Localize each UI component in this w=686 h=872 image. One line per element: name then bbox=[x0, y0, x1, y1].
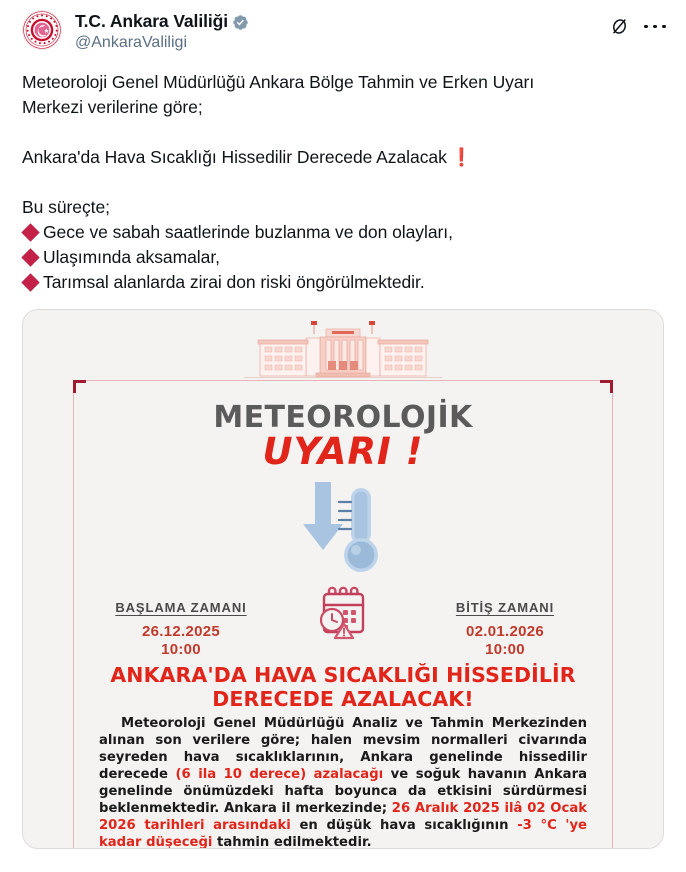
calendar-clock-warning-icon bbox=[312, 582, 374, 644]
author-name-block bbox=[75, 10, 249, 53]
tweet-line-2: Merkezi verilerine göre; bbox=[22, 97, 203, 117]
display-name[interactable]: T.C. Ankara Valiliği bbox=[75, 11, 228, 31]
bullet-label: Ulaşımında aksamalar, bbox=[43, 247, 220, 267]
end-time-date: 02.01.2026 bbox=[465, 623, 545, 640]
start-time-date: 26.12.2025 bbox=[141, 623, 221, 640]
building-illustration bbox=[41, 320, 645, 382]
diamond-bullet-icon bbox=[21, 223, 39, 241]
diamond-bullet-icon bbox=[21, 273, 39, 291]
bullet-label: Tarımsal alanlarda zirai don riski öngörülmektedir. bbox=[43, 272, 425, 292]
more-dot bbox=[653, 25, 657, 29]
body-segment-6-highlight: -3 °C 'ye kadar düşeceği bbox=[99, 818, 587, 849]
body-segment-3: ve soğuk havanın Ankara genelinde önümüzdeki hafta boyunca da etkisini sürdürmesi beklenmektedir. Ankara il merkezinde; bbox=[99, 767, 587, 816]
poster-headline-line2: DERECEDE AZALACAK! bbox=[212, 687, 474, 711]
turkish-government-seal-icon bbox=[23, 11, 61, 49]
avatar[interactable] bbox=[22, 10, 62, 50]
start-time-hour: 10:00 bbox=[161, 641, 201, 658]
body-segment-5: en düşük hava sıcaklığının bbox=[290, 818, 518, 833]
verified-badge-icon bbox=[232, 14, 249, 31]
bullet-list bbox=[22, 220, 664, 295]
text-spacer bbox=[22, 170, 664, 195]
list-item bbox=[22, 245, 664, 270]
body-segment-2-highlight: (6 ila 10 derece) azalacağı bbox=[175, 767, 384, 782]
more-options-icon[interactable] bbox=[644, 18, 666, 36]
body-segment-1: Meteoroloji Genel Müdürlüğü Analiz ve Tahmin Merkezinden alınan son verilere göre; halen mevsim normalleri civarında seyreden hava sıcaklıklarının, Ankara genelinde hissedilir derecede bbox=[99, 716, 587, 782]
diamond-bullet-icon bbox=[21, 248, 39, 266]
tweet-media-card[interactable] bbox=[22, 309, 664, 849]
government-building-icon bbox=[238, 320, 448, 382]
tweet-text bbox=[0, 60, 686, 295]
bullet-label: Gece ve sabah saatlerinde buzlanma ve don olayları, bbox=[43, 222, 453, 242]
poster-title-top: METEOROLOJİK bbox=[213, 400, 473, 435]
more-dot bbox=[662, 25, 666, 29]
more-dot bbox=[644, 25, 648, 29]
tweet-header bbox=[0, 0, 686, 60]
body-segment-4-highlight: 26 Aralık 2025 ilâ 02 Ocak 2026 tarihleri arasındaki bbox=[99, 801, 587, 833]
start-time-label: BAŞLAMA ZAMANI bbox=[115, 600, 247, 615]
end-time-block bbox=[425, 582, 585, 659]
grok-icon[interactable] bbox=[609, 16, 630, 37]
process-intro: Bu süreçte; bbox=[22, 197, 110, 217]
tweet-headline-text: Ankara'da Hava Sıcaklığı Hissedilir Derecede Azalacak bbox=[22, 147, 447, 167]
poster-headline-line1: ANKARA'DA HAVA SICAKLIĞI HİSSEDİLİR bbox=[110, 663, 576, 687]
thermometer-illustration bbox=[97, 480, 589, 578]
author-handle[interactable]: @AnkaraValiligi bbox=[75, 34, 187, 51]
tweet-paragraph-1 bbox=[22, 70, 664, 120]
text-spacer bbox=[22, 120, 664, 145]
tweet-line-1: Meteoroloji Genel Müdürlüğü Ankara Bölge Tahmin ve Erken Uyarı bbox=[22, 72, 535, 92]
end-time-label: BİTİŞ ZAMANI bbox=[455, 600, 555, 615]
tweet-headline bbox=[22, 145, 664, 170]
list-item bbox=[22, 220, 664, 245]
thermometer-down-arrow-icon bbox=[289, 480, 397, 578]
poster-headline bbox=[97, 663, 589, 711]
meteorological-warning-poster bbox=[23, 310, 663, 848]
calendar-illustration bbox=[304, 582, 382, 644]
poster-title-bottom: UYARI ! bbox=[262, 430, 424, 473]
end-time-hour: 10:00 bbox=[485, 641, 525, 658]
display-name-row bbox=[75, 11, 249, 32]
exclamation-mark-icon: ❗ bbox=[450, 147, 473, 167]
poster-body-text bbox=[97, 715, 589, 849]
start-time-block bbox=[101, 582, 261, 659]
time-row bbox=[97, 582, 589, 659]
body-segment-7: tahmin edilmektedir. bbox=[212, 835, 372, 849]
list-item bbox=[22, 270, 664, 295]
poster-content bbox=[41, 384, 645, 849]
header-actions bbox=[609, 10, 672, 37]
